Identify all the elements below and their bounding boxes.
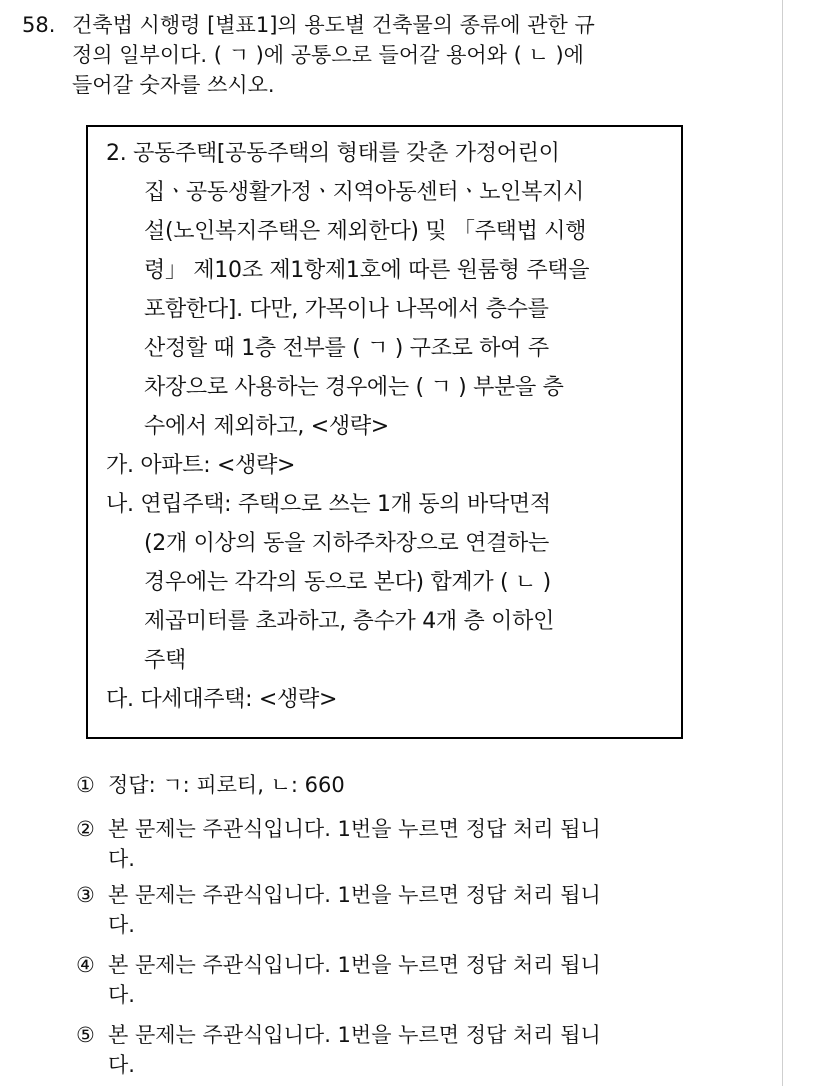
option-line	[76, 770, 756, 800]
excerpt-line: 설(노인복지주택은 제외한다) 및 「주택법 시행	[144, 219, 587, 244]
option-text-continued: 다.	[108, 847, 135, 871]
option-text: 본 문제는 주관식입니다. 1번을 누르면 정답 처리 됩니	[108, 1023, 601, 1047]
excerpt-line: 령」 제10조 제1항제1호에 따른 원룸형 주택을	[144, 258, 590, 283]
question-text: 건축법 시행령 [별표1]의 용도별 건축물의 종류에 관한 규	[72, 13, 595, 37]
option-text: 본 문제는 주관식입니다. 1번을 누르면 정답 처리 됩니	[108, 953, 601, 977]
answer-option-1[interactable]	[76, 770, 756, 800]
excerpt-line: 2. 공동주택[공동주택의 형태를 갖춘 가정어린이	[106, 141, 560, 166]
excerpt-line: (2개 이상의 동을 지하주차장으로 연결하는	[144, 531, 549, 556]
question-stem	[22, 10, 762, 100]
excerpt-line: 집ㆍ공동생활가정ㆍ지역아동센터ㆍ노인복지시	[144, 180, 584, 205]
option-marker: ⑤	[76, 1023, 95, 1047]
question-line	[22, 10, 762, 40]
question-text: 정의 일부이다. ( ㄱ )에 공통으로 들어갈 용어와 ( ㄴ )에	[72, 43, 584, 67]
excerpt-line: 차장으로 사용하는 경우에는 ( ㄱ ) 부분을 층	[144, 375, 564, 400]
option-text-continued: 다.	[108, 983, 135, 1007]
option-marker: ②	[76, 817, 95, 841]
excerpt-line: 산정할 때 1층 전부를 ( ㄱ ) 구조로 하여 주	[144, 336, 549, 361]
answer-option-4[interactable]	[76, 950, 756, 1010]
option-marker: ④	[76, 953, 95, 977]
excerpt-line: 주택	[144, 648, 186, 673]
answer-option-2[interactable]	[76, 814, 756, 874]
answer-option-5[interactable]	[76, 1020, 756, 1080]
law-excerpt-box	[86, 125, 683, 739]
option-line	[76, 814, 756, 844]
excerpt-line: 수에서 제외하고, <생략>	[144, 414, 389, 439]
option-line	[76, 950, 756, 980]
option-text: 정답: ㄱ: 피로티, ㄴ: 660	[108, 773, 345, 797]
excerpt-line: 포함한다]. 다만, 가목이나 나목에서 층수를	[144, 297, 549, 322]
question-text: 들어갈 숫자를 쓰시오.	[72, 73, 275, 97]
page-right-rule	[782, 0, 783, 1086]
excerpt-line: 가. 아파트: <생략>	[106, 453, 296, 478]
excerpt-line: 경우에는 각각의 동으로 본다) 합계가 ( ㄴ )	[144, 570, 551, 595]
question-line	[22, 70, 762, 100]
option-text: 본 문제는 주관식입니다. 1번을 누르면 정답 처리 됩니	[108, 817, 601, 841]
answer-option-3[interactable]	[76, 880, 756, 940]
option-marker: ③	[76, 883, 95, 907]
question-line	[22, 40, 762, 70]
excerpt-line: 제곱미터를 초과하고, 층수가 4개 층 이하인	[144, 609, 555, 634]
option-text-continued: 다.	[108, 1053, 135, 1077]
option-text: 본 문제는 주관식입니다. 1번을 누르면 정답 처리 됩니	[108, 883, 601, 907]
option-text-continued: 다.	[108, 913, 135, 937]
option-line	[76, 880, 756, 910]
excerpt-line: 다. 다세대주택: <생략>	[106, 687, 338, 712]
excerpt-line: 나. 연립주택: 주택으로 쓰는 1개 동의 바닥면적	[106, 492, 551, 517]
question-number: 58.	[22, 13, 56, 37]
option-line	[76, 1020, 756, 1050]
option-marker: ①	[76, 773, 95, 797]
